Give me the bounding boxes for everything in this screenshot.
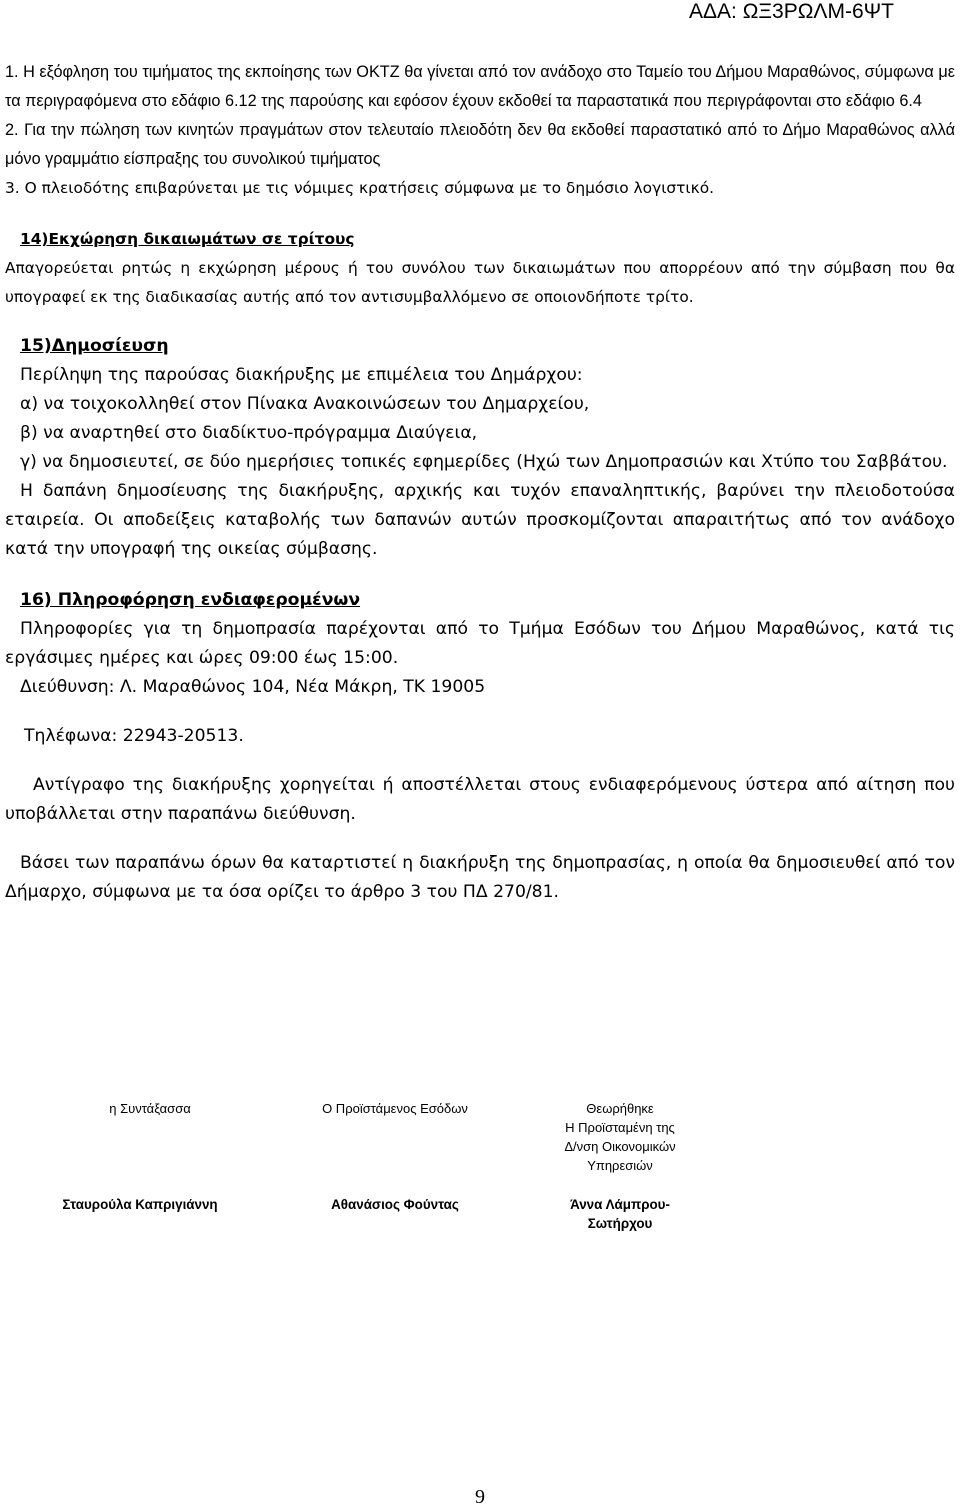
signature-role-head-revenue: Ο Προϊστάμενος Εσόδων bbox=[322, 1101, 468, 1116]
section-14-body: Απαγορεύεται ρητώς η εκχώρηση μέρους ή του συνόλου των δικαιωμάτων που απορρέουν από την σύμβαση που θα υπογραφεί εκ της διαδικασίας αυτής από τον αντισυμβαλλόμενο σε οποιονδήποτε τρίτο. bbox=[5, 259, 955, 306]
payment-item-2: 2. Για την πώληση των κινητών πραγμάτων στον τελευταίο πλειοδότη δεν θα εκδοθεί παραστατικό από το Δήμο Μαραθώνος αλλά μόνο γραμμάτιο είσπραξης του συνολικού τιμήματος bbox=[5, 121, 955, 168]
section-16-closing: Βάσει των παραπάνω όρων θα καταρτιστεί η διακήρυξη της δημοπρασίας, η οποία θα δημοσιευθεί από τον Δήμαρχο, σύμφωνα με τα όσα ορίζει το άρθρο 3 του ΠΔ 270/81. bbox=[5, 853, 955, 902]
section-15-line-1: Περίληψη της παρούσας διακήρυξης με επιμέλεια του Δημάρχου: bbox=[20, 365, 583, 385]
section-15-line-3: β) να αναρτηθεί στο διαδίκτυο-πρόγραμμα Διαύγεια, bbox=[20, 423, 478, 443]
approved-line-2: Η Προϊσταμένη της bbox=[565, 1120, 675, 1135]
section-15-line-2: α) να τοιχοκολληθεί στον Πίνακα Ανακοινώσεων του Δημαρχείου, bbox=[20, 394, 590, 414]
signature-role-approved bbox=[520, 1099, 720, 1175]
page-number: 9 bbox=[475, 1486, 485, 1508]
payment-item-3: 3. Ο πλειοδότης επιβαρύνεται με τις νόμιμες κρατήσεις σύμφωνα με το δημόσιο λογιστικό. bbox=[5, 179, 715, 197]
payment-item-1: 1. Η εξόφληση του τιμήματος της εκποίησης των ΟΚΤΖ θα γίνεται από τον ανάδοχο στο Ταμείο του Δήμου Μαραθώνος, σύμφωνα με τα περιγραφόμενα στο εδάφιο 6.12 της παρούσης και εφόσον έχουν εκδοθεί τα παραστατικά που περιγράφονται στο εδάφιο 6.4 bbox=[5, 63, 955, 110]
signature-role-author: η Συντάξασσα bbox=[109, 1101, 191, 1116]
section-15-title: 15)Δημοσίευση bbox=[20, 336, 169, 356]
section-16-copy: Αντίγραφο της διακήρυξης χορηγείται ή αποστέλλεται στους ενδιαφερόμενους ύστερα από αίτηση που υποβάλλεται στην παραπάνω διεύθυνση. bbox=[5, 775, 955, 824]
section-14-title: 14)Εκχώρηση δικαιωμάτων σε τρίτους bbox=[20, 230, 355, 248]
section-16-info: Πληροφορίες για τη δημοπρασία παρέχονται από το Τμήμα Εσόδων του Δήμου Μαραθώνος, κατά τις εργάσιμες ημέρες και ώρες 09:00 έως 15:00. bbox=[5, 619, 955, 668]
section-15-line-4: γ) να δημοσιευτεί, σε δύο ημερήσιες τοπικές εφημερίδες (Ηχώ των Δημοπρασιών και Χτύπο του Σαββάτου. bbox=[20, 452, 948, 472]
ada-code: ΑΔΑ: ΩΞ3ΡΩΛΜ-6ΨΤ bbox=[688, 0, 894, 23]
approved-line-3: Δ/νση Οικονομικών bbox=[564, 1139, 676, 1154]
approved-line-1: Θεωρήθηκε bbox=[586, 1101, 654, 1116]
section-16-title: 16) Πληροφόρηση ενδιαφερομένων bbox=[20, 590, 361, 610]
signature-name-author: Σταυρούλα Καπριγιάννη bbox=[62, 1197, 218, 1212]
approved-line-4: Υπηρεσιών bbox=[587, 1158, 653, 1173]
approver-name-line-2: Σωτήρχου bbox=[587, 1216, 653, 1231]
section-15-cost: Η δαπάνη δημοσίευσης της διακήρυξης, αρχικής και τυχόν επαναληπτικής, βαρύνει την πλειοδοτούσα εταιρεία. Οι αποδείξεις καταβολής των δαπανών αυτών προσκομίζονται απαραιτήτως από τον ανάδοχο κατά την υπογραφή της οικείας σύμβασης. bbox=[5, 481, 955, 559]
signature-name-approver bbox=[520, 1195, 720, 1233]
document-body bbox=[5, 58, 955, 907]
section-16-address: Διεύθυνση: Λ. Μαραθώνος 104, Νέα Μάκρη, ΤΚ 19005 bbox=[20, 677, 486, 697]
approver-name-line-1: Άννα Λάμπρου- bbox=[570, 1197, 670, 1212]
section-16-phone: Τηλέφωνα: 22943-20513. bbox=[24, 726, 244, 746]
signature-name-head-revenue: Αθανάσιος Φούντας bbox=[331, 1197, 459, 1212]
